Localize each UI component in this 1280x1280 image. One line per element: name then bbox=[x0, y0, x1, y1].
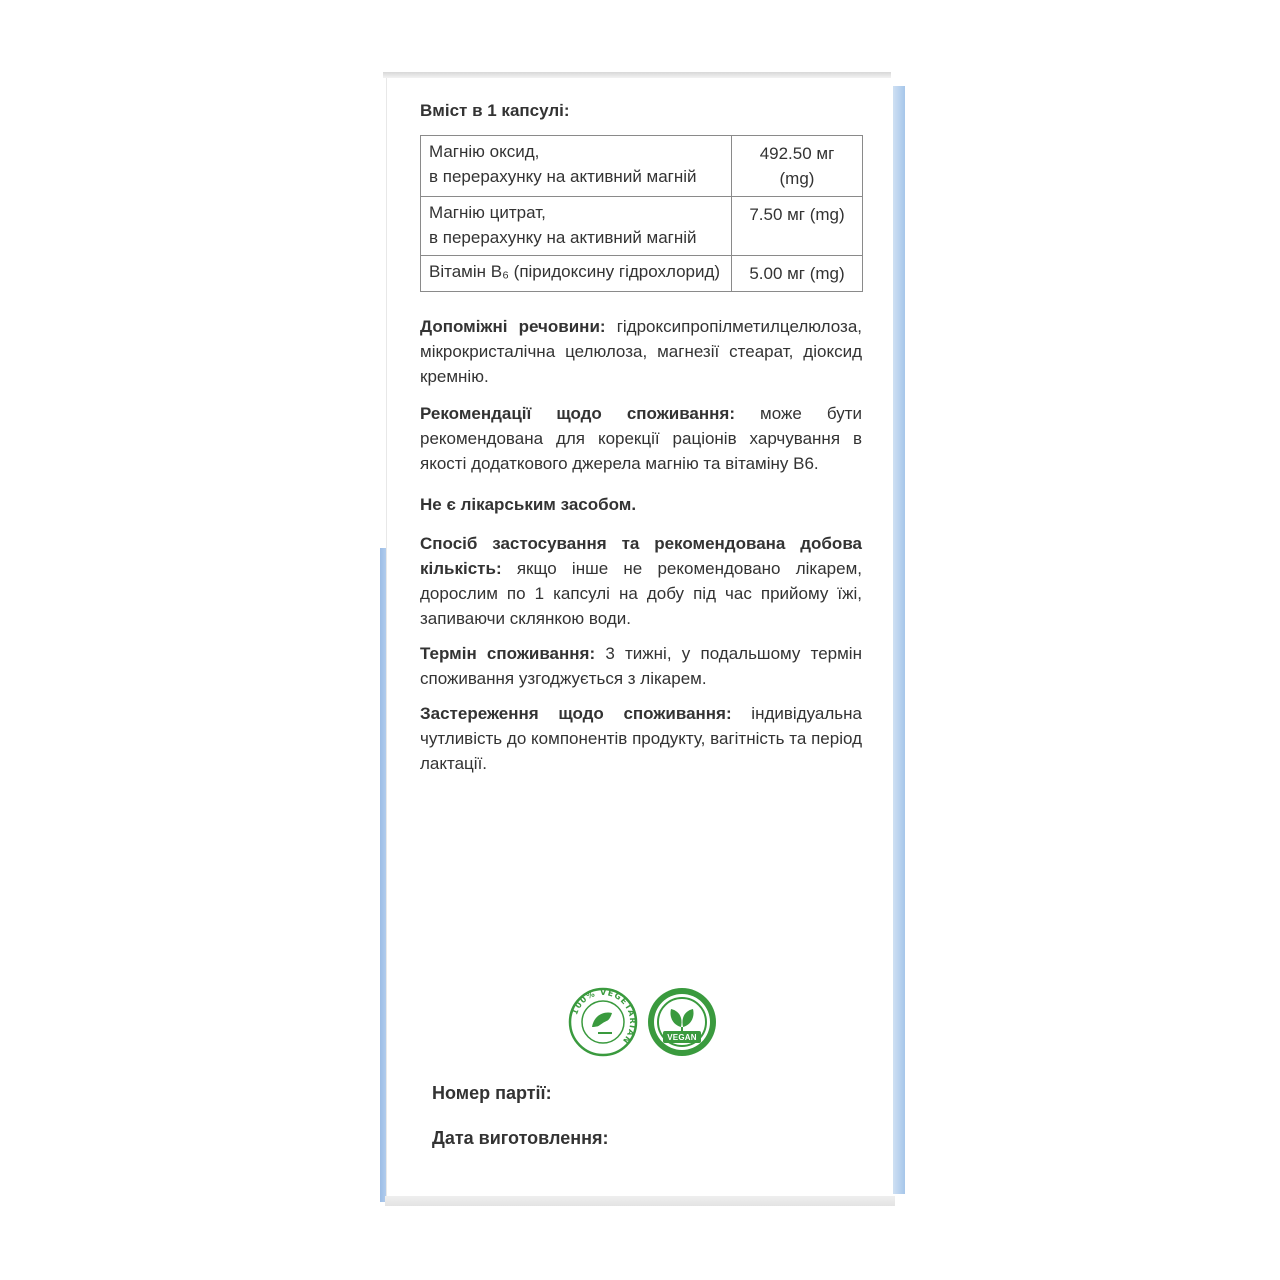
package-text-content bbox=[420, 98, 862, 776]
ingredient-name-line2: в перерахунку на активний магній bbox=[429, 167, 697, 186]
recommendations-paragraph bbox=[420, 401, 862, 476]
not-medicine-notice: Не є лікарським засобом. bbox=[420, 495, 637, 514]
table-row bbox=[421, 136, 863, 197]
excipients-paragraph bbox=[420, 314, 862, 389]
table-row bbox=[421, 256, 863, 292]
vegan-badge-label: VEGAN bbox=[667, 1033, 697, 1042]
term-label: Термін споживання: bbox=[420, 644, 596, 663]
ingredient-name-line1: Вітамін B₆ (піридоксину гідрохлорид) bbox=[429, 262, 721, 281]
warnings-paragraph bbox=[420, 701, 862, 776]
usage-paragraph bbox=[420, 531, 862, 631]
batch-number-label: Номер партії: bbox=[432, 1083, 552, 1103]
table-row bbox=[421, 197, 863, 256]
ingredient-name bbox=[421, 197, 732, 256]
box-bottom-edge bbox=[385, 1196, 895, 1206]
composition-table bbox=[420, 135, 863, 292]
warnings-label: Застереження щодо споживання: bbox=[420, 704, 732, 723]
ingredient-amount: 5.00 мг (mg) bbox=[732, 256, 863, 292]
term-text: 3 тижні, у подальшому термін споживання узгоджується з лікарем. bbox=[420, 644, 862, 688]
warnings-text: індивідуальна чутливість до компонентів продукту, вагітність та період лактації. bbox=[420, 704, 863, 773]
vegetarian-leaf-icon bbox=[568, 987, 638, 1057]
ingredient-name-line2: в перерахунку на активний магній bbox=[429, 228, 697, 247]
ingredient-name-line1: Магнію цитрат, bbox=[429, 203, 546, 222]
ingredient-amount: 7.50 мг (mg) bbox=[732, 197, 863, 256]
ingredient-amount: 492.50 мг (mg) bbox=[732, 136, 863, 197]
svg-text:100% VEGETARIAN: 100% VEGETARIAN bbox=[570, 987, 638, 1046]
vegan-leaf-icon bbox=[647, 987, 717, 1057]
recommendations-text: може бути рекомендована для корекції раціонів харчування в якості додаткового джерела магнію та вітаміну B6. bbox=[420, 404, 862, 473]
composition-heading: Вміст в 1 капсулі: bbox=[420, 101, 570, 120]
ingredient-name bbox=[421, 136, 732, 197]
recommendations-label: Рекомендації щодо споживання: bbox=[420, 404, 736, 423]
box-side-panel bbox=[893, 86, 905, 1194]
usage-label: Спосіб застосування та рекомендована добова кількість: bbox=[420, 534, 862, 578]
excipients-label: Допоміжні речовини: bbox=[420, 317, 606, 336]
usage-text: якщо інше не рекомендовано лікарем, дорослим по 1 капсулі на добу під час прийому їжі, запиваючи склянкою води. bbox=[420, 559, 862, 628]
ingredient-name bbox=[421, 256, 732, 292]
manufacture-date-label: Дата виготовлення: bbox=[432, 1128, 609, 1148]
term-paragraph bbox=[420, 641, 862, 691]
ingredient-name-line1: Магнію оксид, bbox=[429, 142, 540, 161]
excipients-text: гідроксипропілметилцелюлоза, мікрокристалічна целюлоза, магнезії стеарат, діоксид кремнію. bbox=[420, 317, 862, 386]
certification-badges bbox=[568, 987, 718, 1059]
